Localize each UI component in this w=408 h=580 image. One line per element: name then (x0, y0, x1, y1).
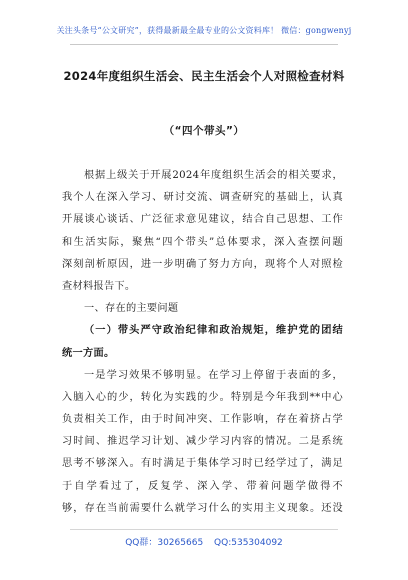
body-line: 查材料报告下。 (62, 280, 136, 292)
footer-qq-number: QQ:535304092 (214, 538, 283, 548)
body-line: 深刻剖析原因，进一步明确了努力方向，现将个人对照检 (62, 258, 343, 270)
subsection-heading-cont: 统一方面。 (62, 347, 115, 359)
body-line: 思考不够深入。有时满足于集体学习时已经学过了，满足 (62, 458, 343, 470)
body-line: 根据上级关于开展2024年度组织生活会的相关要求， (84, 170, 343, 181)
footer-contact (0, 535, 408, 548)
body-line: 入脑入心的少，转化为实践的少。特别是今年我到**中心 (62, 391, 343, 403)
body-line: 够，存在当前需要什么就学习什么的实用主义现象。还没 (62, 502, 343, 514)
header-divider (70, 44, 338, 45)
footer-divider (70, 529, 338, 530)
subsection-heading: （一）带头严守政治纪律和政治规矩，维护党的团结 (84, 325, 343, 337)
body-line: 负责相关工作，由于时间冲突、工作影响，存在着挤占学 (62, 414, 343, 426)
document-body (62, 165, 343, 520)
body-line: 开展谈心谈话、广泛征求意见建议，结合自己思想、工作 (62, 214, 343, 226)
section-heading: 一、存在的主要问题 (84, 303, 179, 315)
document-title: 2024年度组织生活会、民主生活会个人对照检查材料 (63, 69, 345, 83)
footer-qq-group: QQ群：30265665 (125, 538, 204, 548)
body-line: 一是学习效果不够明显。在学习上停留于表面的多， (84, 369, 343, 381)
body-line: 于自学看过了，反复学、深入学、带着问题学做得不 (62, 480, 343, 492)
body-line: 和生活实际，聚焦“四个带头”总体要求，深入查摆问题 (62, 236, 343, 248)
document-subtitle: （“四个带头”） (163, 125, 245, 137)
header-banner: 关注头条号“公文研究”，获得最新最全最专业的公文资料库！ 微信：gongwenyj (56, 26, 352, 35)
body-line: 习时间、推迟学习计划、减少学习内容的情况。二是系统 (62, 436, 343, 448)
body-line: 我个人在深入学习、研讨交流、调查研究的基础上，认真 (62, 192, 343, 204)
